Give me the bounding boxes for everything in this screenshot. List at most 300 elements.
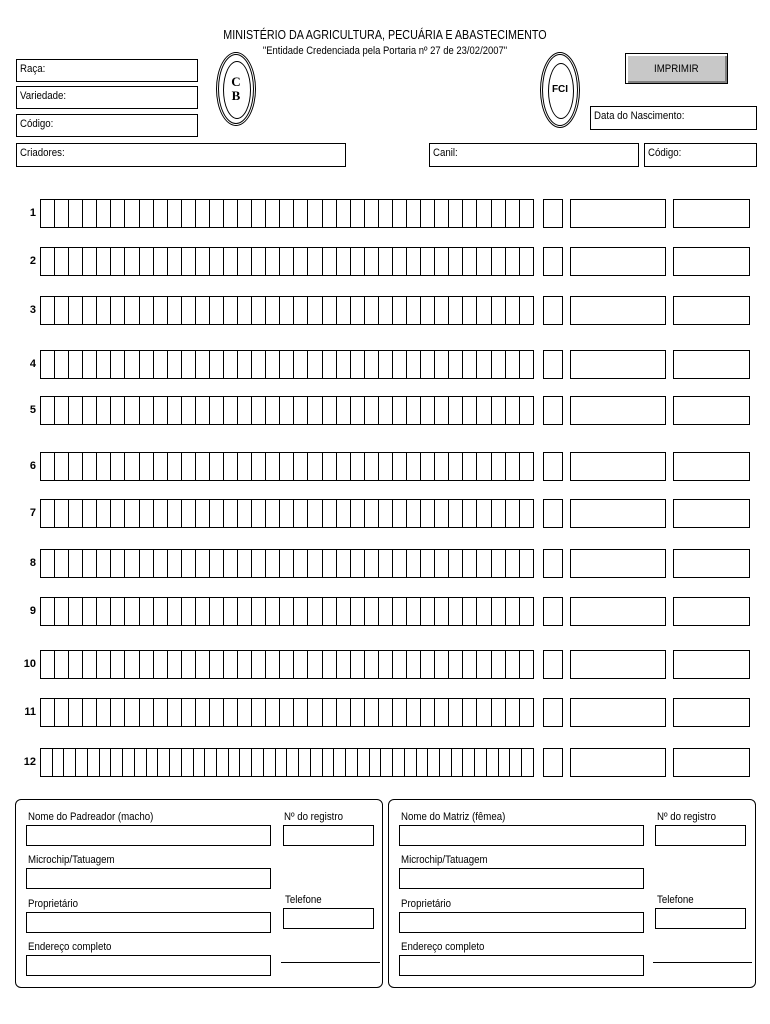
color-field[interactable] <box>570 650 666 679</box>
character-cell[interactable] <box>54 698 69 727</box>
character-cell[interactable] <box>209 396 224 425</box>
character-cell[interactable] <box>139 199 154 228</box>
character-cell[interactable] <box>505 597 520 626</box>
character-cell[interactable] <box>251 199 266 228</box>
character-cell[interactable] <box>209 499 224 528</box>
padreador-microchip-input[interactable] <box>26 868 271 889</box>
character-cell[interactable] <box>462 199 477 228</box>
character-cell[interactable] <box>336 549 351 578</box>
character-cell[interactable] <box>406 199 421 228</box>
character-cell[interactable] <box>434 597 449 626</box>
padreador-registro-input[interactable] <box>283 825 374 846</box>
character-cell[interactable] <box>265 452 280 481</box>
sex-box[interactable] <box>543 698 563 727</box>
character-cell[interactable] <box>322 396 337 425</box>
character-cell[interactable] <box>96 698 111 727</box>
character-cell[interactable] <box>96 452 111 481</box>
sex-box[interactable] <box>543 350 563 379</box>
character-cell[interactable] <box>420 350 435 379</box>
character-cell[interactable] <box>265 698 280 727</box>
character-cell[interactable] <box>167 296 182 325</box>
character-cell[interactable] <box>40 296 55 325</box>
character-cell[interactable] <box>195 597 210 626</box>
character-cell[interactable] <box>251 499 266 528</box>
character-cell[interactable] <box>195 549 210 578</box>
character-cell[interactable] <box>139 549 154 578</box>
character-cell[interactable] <box>279 350 294 379</box>
character-cell[interactable] <box>82 350 97 379</box>
character-cell[interactable] <box>209 452 224 481</box>
character-cell[interactable] <box>307 296 322 325</box>
character-cell[interactable] <box>322 452 337 481</box>
character-cell[interactable] <box>448 452 463 481</box>
character-cell[interactable] <box>195 199 210 228</box>
character-cell[interactable] <box>505 247 520 276</box>
character-cell[interactable] <box>491 396 506 425</box>
character-cell[interactable] <box>448 650 463 679</box>
character-cell[interactable] <box>448 199 463 228</box>
chip-field[interactable] <box>673 296 750 325</box>
character-cell[interactable] <box>322 650 337 679</box>
character-cell[interactable] <box>237 296 252 325</box>
character-cell[interactable] <box>364 650 379 679</box>
character-cell[interactable] <box>434 499 449 528</box>
codigo-field[interactable] <box>16 114 198 137</box>
character-cell[interactable] <box>181 296 196 325</box>
character-cell[interactable] <box>364 199 379 228</box>
character-cell[interactable] <box>68 296 83 325</box>
character-cell[interactable] <box>237 650 252 679</box>
character-cell[interactable] <box>448 597 463 626</box>
character-cell[interactable] <box>406 396 421 425</box>
character-cell[interactable] <box>519 199 534 228</box>
character-cell[interactable] <box>40 247 55 276</box>
character-cell[interactable] <box>476 296 491 325</box>
character-cell[interactable] <box>153 698 168 727</box>
character-cell[interactable] <box>293 597 308 626</box>
character-cell[interactable] <box>505 296 520 325</box>
character-cell[interactable] <box>336 199 351 228</box>
chip-field[interactable] <box>673 247 750 276</box>
character-cell[interactable] <box>392 247 407 276</box>
character-cell[interactable] <box>336 650 351 679</box>
character-cell[interactable] <box>223 650 238 679</box>
character-cell[interactable] <box>153 499 168 528</box>
character-cell[interactable] <box>462 549 477 578</box>
character-cell[interactable] <box>322 499 337 528</box>
character-cell[interactable] <box>124 199 139 228</box>
character-cell[interactable] <box>68 247 83 276</box>
color-field[interactable] <box>570 199 666 228</box>
character-cell[interactable] <box>237 549 252 578</box>
character-cell[interactable] <box>336 247 351 276</box>
character-cell[interactable] <box>110 549 125 578</box>
chip-field[interactable] <box>673 396 750 425</box>
character-cell[interactable] <box>462 452 477 481</box>
character-cell[interactable] <box>519 549 534 578</box>
character-cell[interactable] <box>167 597 182 626</box>
character-cell[interactable] <box>195 296 210 325</box>
character-cell[interactable] <box>336 597 351 626</box>
character-cell[interactable] <box>223 452 238 481</box>
character-cell[interactable] <box>124 549 139 578</box>
character-cell[interactable] <box>223 698 238 727</box>
character-cell[interactable] <box>153 199 168 228</box>
character-cell[interactable] <box>265 650 280 679</box>
character-cell[interactable] <box>448 499 463 528</box>
sex-box[interactable] <box>543 199 563 228</box>
character-cell[interactable] <box>406 296 421 325</box>
character-cell[interactable] <box>307 350 322 379</box>
character-cell[interactable] <box>181 650 196 679</box>
character-cell[interactable] <box>491 549 506 578</box>
character-cell[interactable] <box>68 350 83 379</box>
character-cell[interactable] <box>293 350 308 379</box>
character-cell[interactable] <box>124 396 139 425</box>
character-cell[interactable] <box>54 199 69 228</box>
character-cell[interactable] <box>82 247 97 276</box>
character-cell[interactable] <box>167 650 182 679</box>
character-cell[interactable] <box>167 452 182 481</box>
character-cell[interactable] <box>378 452 393 481</box>
character-cell[interactable] <box>322 247 337 276</box>
character-cell[interactable] <box>54 396 69 425</box>
character-cell[interactable] <box>223 350 238 379</box>
character-cell[interactable] <box>110 650 125 679</box>
character-cell[interactable] <box>251 650 266 679</box>
character-cell[interactable] <box>336 296 351 325</box>
character-cell[interactable] <box>406 247 421 276</box>
character-cell[interactable] <box>167 247 182 276</box>
character-cell[interactable] <box>237 396 252 425</box>
character-cell[interactable] <box>307 698 322 727</box>
character-cell[interactable] <box>519 597 534 626</box>
matriz-registro-input[interactable] <box>655 825 746 846</box>
character-cell[interactable] <box>434 698 449 727</box>
character-cell[interactable] <box>378 350 393 379</box>
character-cell[interactable] <box>153 396 168 425</box>
character-cell[interactable] <box>237 350 252 379</box>
character-cell[interactable] <box>491 247 506 276</box>
character-cell[interactable] <box>293 452 308 481</box>
character-cell[interactable] <box>491 698 506 727</box>
character-cell[interactable] <box>378 199 393 228</box>
character-cell[interactable] <box>181 350 196 379</box>
print-button[interactable]: IMPRIMIR <box>625 53 728 84</box>
character-cell[interactable] <box>519 698 534 727</box>
character-cell[interactable] <box>307 650 322 679</box>
character-cell[interactable] <box>279 650 294 679</box>
character-cell[interactable] <box>209 350 224 379</box>
character-cell[interactable] <box>336 499 351 528</box>
color-field[interactable] <box>570 549 666 578</box>
character-cell[interactable] <box>139 350 154 379</box>
character-cell[interactable] <box>293 296 308 325</box>
character-cell[interactable] <box>293 396 308 425</box>
character-cell[interactable] <box>519 396 534 425</box>
character-cell[interactable] <box>434 296 449 325</box>
sex-box[interactable] <box>543 452 563 481</box>
character-cell[interactable] <box>307 199 322 228</box>
chip-field[interactable] <box>673 597 750 626</box>
chip-field[interactable] <box>673 452 750 481</box>
character-cell[interactable] <box>110 597 125 626</box>
character-cell[interactable] <box>153 350 168 379</box>
character-cell[interactable] <box>251 296 266 325</box>
character-cell[interactable] <box>505 396 520 425</box>
character-cell[interactable] <box>110 499 125 528</box>
character-cell[interactable] <box>167 549 182 578</box>
character-cell[interactable] <box>420 698 435 727</box>
character-cell[interactable] <box>378 549 393 578</box>
character-cell[interactable] <box>476 199 491 228</box>
character-cell[interactable] <box>521 748 534 777</box>
character-cell[interactable] <box>519 247 534 276</box>
character-cell[interactable] <box>392 549 407 578</box>
color-field[interactable] <box>570 296 666 325</box>
character-cell[interactable] <box>195 452 210 481</box>
character-cell[interactable] <box>505 499 520 528</box>
character-cell[interactable] <box>448 350 463 379</box>
character-cell[interactable] <box>251 597 266 626</box>
character-cell[interactable] <box>110 247 125 276</box>
matriz-endereco-input[interactable] <box>399 955 644 976</box>
character-cell[interactable] <box>364 396 379 425</box>
color-field[interactable] <box>570 698 666 727</box>
character-cell[interactable] <box>124 597 139 626</box>
character-cell[interactable] <box>223 499 238 528</box>
character-cell[interactable] <box>462 296 477 325</box>
character-cell[interactable] <box>167 350 182 379</box>
character-cell[interactable] <box>491 452 506 481</box>
character-cell[interactable] <box>167 698 182 727</box>
character-cell[interactable] <box>505 650 520 679</box>
character-cell[interactable] <box>223 199 238 228</box>
character-cell[interactable] <box>223 396 238 425</box>
character-cell[interactable] <box>265 597 280 626</box>
color-field[interactable] <box>570 350 666 379</box>
character-cell[interactable] <box>124 499 139 528</box>
character-cell[interactable] <box>336 350 351 379</box>
character-cell[interactable] <box>420 549 435 578</box>
character-cell[interactable] <box>279 199 294 228</box>
character-cell[interactable] <box>124 247 139 276</box>
character-cell[interactable] <box>110 296 125 325</box>
character-cell[interactable] <box>209 650 224 679</box>
character-cell[interactable] <box>491 597 506 626</box>
character-cell[interactable] <box>40 650 55 679</box>
character-cell[interactable] <box>364 549 379 578</box>
character-cell[interactable] <box>378 396 393 425</box>
character-cell[interactable] <box>519 499 534 528</box>
character-cell[interactable] <box>54 549 69 578</box>
character-cell[interactable] <box>476 698 491 727</box>
character-cell[interactable] <box>153 650 168 679</box>
character-cell[interactable] <box>505 199 520 228</box>
character-cell[interactable] <box>293 698 308 727</box>
character-cell[interactable] <box>491 199 506 228</box>
character-cell[interactable] <box>448 296 463 325</box>
character-cell[interactable] <box>448 396 463 425</box>
character-cell[interactable] <box>307 396 322 425</box>
raca-field[interactable] <box>16 59 198 82</box>
character-cell[interactable] <box>68 199 83 228</box>
character-cell[interactable] <box>96 199 111 228</box>
character-cell[interactable] <box>462 650 477 679</box>
character-cell[interactable] <box>181 396 196 425</box>
chip-field[interactable] <box>673 499 750 528</box>
character-cell[interactable] <box>40 549 55 578</box>
character-cell[interactable] <box>124 698 139 727</box>
character-cell[interactable] <box>251 452 266 481</box>
character-cell[interactable] <box>279 396 294 425</box>
character-cell[interactable] <box>124 650 139 679</box>
character-cell[interactable] <box>505 698 520 727</box>
character-cell[interactable] <box>350 247 365 276</box>
character-cell[interactable] <box>279 296 294 325</box>
character-cell[interactable] <box>293 499 308 528</box>
character-cell[interactable] <box>406 650 421 679</box>
sex-box[interactable] <box>543 396 563 425</box>
color-field[interactable] <box>570 748 666 777</box>
character-cell[interactable] <box>110 698 125 727</box>
character-cell[interactable] <box>54 247 69 276</box>
character-cell[interactable] <box>82 199 97 228</box>
character-cell[interactable] <box>153 549 168 578</box>
character-cell[interactable] <box>124 350 139 379</box>
character-cell[interactable] <box>96 296 111 325</box>
character-cell[interactable] <box>336 452 351 481</box>
character-cell[interactable] <box>139 698 154 727</box>
character-cell[interactable] <box>307 597 322 626</box>
character-cell[interactable] <box>279 452 294 481</box>
character-cell[interactable] <box>322 350 337 379</box>
character-cell[interactable] <box>406 499 421 528</box>
chip-field[interactable] <box>673 650 750 679</box>
character-cell[interactable] <box>279 597 294 626</box>
character-cell[interactable] <box>209 549 224 578</box>
character-cell[interactable] <box>195 350 210 379</box>
character-cell[interactable] <box>167 199 182 228</box>
character-cell[interactable] <box>420 396 435 425</box>
character-cell[interactable] <box>237 199 252 228</box>
character-cell[interactable] <box>110 199 125 228</box>
character-cell[interactable] <box>237 597 252 626</box>
character-cell[interactable] <box>462 396 477 425</box>
character-cell[interactable] <box>54 350 69 379</box>
character-cell[interactable] <box>434 452 449 481</box>
color-field[interactable] <box>570 452 666 481</box>
character-cell[interactable] <box>378 499 393 528</box>
character-cell[interactable] <box>350 499 365 528</box>
matriz-telefone-input[interactable] <box>655 908 746 929</box>
character-cell[interactable] <box>378 698 393 727</box>
character-cell[interactable] <box>181 499 196 528</box>
character-cell[interactable] <box>364 499 379 528</box>
character-cell[interactable] <box>110 396 125 425</box>
character-cell[interactable] <box>68 698 83 727</box>
character-cell[interactable] <box>505 350 520 379</box>
character-cell[interactable] <box>153 247 168 276</box>
chip-field[interactable] <box>673 549 750 578</box>
character-cell[interactable] <box>82 650 97 679</box>
character-cell[interactable] <box>82 597 97 626</box>
chip-field[interactable] <box>673 698 750 727</box>
padreador-telefone-input[interactable] <box>283 908 374 929</box>
character-cell[interactable] <box>209 597 224 626</box>
character-cell[interactable] <box>54 597 69 626</box>
character-cell[interactable] <box>378 247 393 276</box>
sex-box[interactable] <box>543 748 563 777</box>
character-cell[interactable] <box>350 597 365 626</box>
character-cell[interactable] <box>265 247 280 276</box>
character-cell[interactable] <box>82 452 97 481</box>
character-cell[interactable] <box>124 452 139 481</box>
character-cell[interactable] <box>364 698 379 727</box>
character-cell[interactable] <box>462 499 477 528</box>
character-cell[interactable] <box>82 396 97 425</box>
character-cell[interactable] <box>96 650 111 679</box>
character-cell[interactable] <box>265 296 280 325</box>
character-cell[interactable] <box>279 499 294 528</box>
character-cell[interactable] <box>68 396 83 425</box>
character-cell[interactable] <box>519 350 534 379</box>
character-cell[interactable] <box>462 247 477 276</box>
character-cell[interactable] <box>181 597 196 626</box>
character-cell[interactable] <box>350 396 365 425</box>
sex-box[interactable] <box>543 247 563 276</box>
character-cell[interactable] <box>434 549 449 578</box>
sex-box[interactable] <box>543 650 563 679</box>
chip-field[interactable] <box>673 199 750 228</box>
character-cell[interactable] <box>420 499 435 528</box>
character-cell[interactable] <box>491 350 506 379</box>
character-cell[interactable] <box>223 549 238 578</box>
character-cell[interactable] <box>153 597 168 626</box>
character-cell[interactable] <box>364 247 379 276</box>
character-cell[interactable] <box>462 698 477 727</box>
character-cell[interactable] <box>96 549 111 578</box>
character-cell[interactable] <box>223 247 238 276</box>
character-cell[interactable] <box>237 698 252 727</box>
matriz-proprietario-input[interactable] <box>399 912 644 933</box>
character-cell[interactable] <box>392 698 407 727</box>
character-cell[interactable] <box>96 597 111 626</box>
character-cell[interactable] <box>181 199 196 228</box>
character-cell[interactable] <box>350 698 365 727</box>
codigo-canil-field[interactable] <box>644 143 757 167</box>
character-cell[interactable] <box>40 396 55 425</box>
character-cell[interactable] <box>462 350 477 379</box>
character-cell[interactable] <box>181 698 196 727</box>
character-cell[interactable] <box>307 247 322 276</box>
character-cell[interactable] <box>181 549 196 578</box>
character-cell[interactable] <box>139 247 154 276</box>
character-cell[interactable] <box>110 350 125 379</box>
character-cell[interactable] <box>265 350 280 379</box>
character-cell[interactable] <box>54 296 69 325</box>
character-cell[interactable] <box>307 499 322 528</box>
character-cell[interactable] <box>195 499 210 528</box>
character-cell[interactable] <box>392 597 407 626</box>
criadores-field[interactable] <box>16 143 346 167</box>
character-cell[interactable] <box>293 247 308 276</box>
character-cell[interactable] <box>420 452 435 481</box>
character-cell[interactable] <box>251 698 266 727</box>
character-cell[interactable] <box>420 247 435 276</box>
character-cell[interactable] <box>293 549 308 578</box>
character-cell[interactable] <box>322 549 337 578</box>
